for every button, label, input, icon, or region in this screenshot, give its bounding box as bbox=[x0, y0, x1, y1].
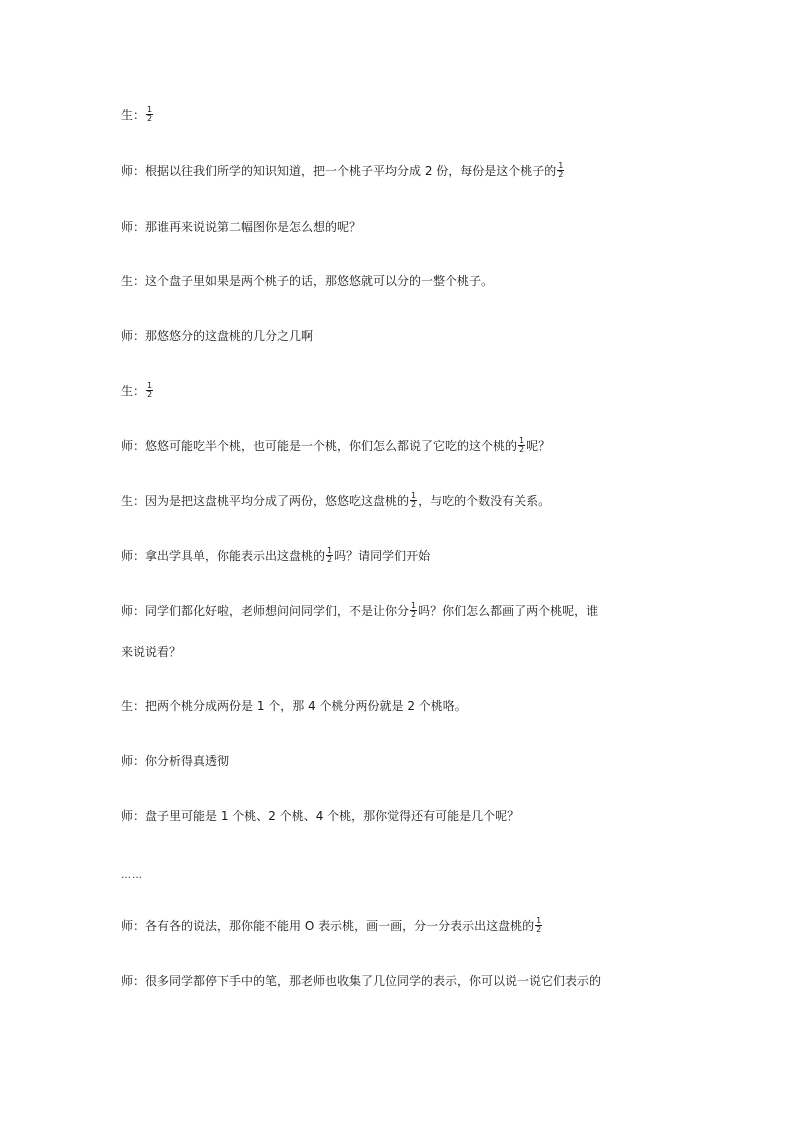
dialogue-text: 吗？你们怎么都画了两个桃呢，谁 bbox=[418, 604, 599, 618]
dialogue-text: 拿出学具单，你能表示出这盘桃的 bbox=[145, 549, 326, 563]
dialogue-text: 根据以往我们所学的知识知道，把一个桃子平均分成 2 份，每份是这个桃子的 bbox=[145, 164, 557, 178]
fraction-one-half: $\frac{1}{2}$ bbox=[411, 601, 417, 619]
dialogue-line bbox=[121, 219, 681, 235]
dialogue-line bbox=[121, 163, 681, 180]
fraction-one-half: $\frac{1}{2}$ bbox=[536, 916, 542, 934]
dialogue-text: 盘子里可能是 1 个桃、2 个桃、4 个桃，那你觉得还有可能是几个呢？ bbox=[145, 809, 520, 823]
dialogue-line bbox=[121, 603, 681, 620]
dialogue-line bbox=[121, 973, 681, 989]
dialogue-text: 那谁再来说说第二幅图你是怎么想的呢？ bbox=[145, 220, 362, 234]
speaker-label: 生： bbox=[121, 108, 146, 122]
dialogue-text: 那悠悠分的这盘桃的几分之几啊 bbox=[145, 329, 314, 343]
dialogue-line bbox=[121, 548, 681, 565]
dialogue-text: 呢？ bbox=[526, 439, 551, 453]
fraction-one-half: $\frac{1}{2}$ bbox=[519, 436, 525, 454]
dialogue-line bbox=[121, 107, 681, 124]
dialogue-line bbox=[121, 808, 681, 824]
fraction-one-half: $\frac{1}{2}$ bbox=[558, 161, 564, 179]
dialogue-line bbox=[121, 383, 681, 400]
speaker-label: 师： bbox=[121, 604, 146, 618]
speaker-label: 师： bbox=[121, 329, 146, 343]
speaker-label: 师： bbox=[121, 549, 146, 563]
fraction-one-half: $\frac{1}{2}$ bbox=[327, 546, 333, 564]
dialogue-text: 各有各的说法，那你能不能用 O 表示桃，画一画，分一分表示出这盘桃的 bbox=[145, 919, 535, 933]
speaker-label: 师： bbox=[121, 919, 146, 933]
dialogue-line bbox=[121, 438, 681, 455]
ellipsis: …… bbox=[121, 870, 143, 881]
dialogue-line bbox=[121, 273, 681, 289]
fraction-one-half: $\frac{1}{2}$ bbox=[411, 491, 417, 509]
dialogue-line bbox=[121, 753, 681, 769]
ellipsis-line bbox=[121, 866, 681, 884]
speaker-label: 生： bbox=[121, 274, 146, 288]
dialogue-line bbox=[121, 698, 681, 714]
dialogue-line bbox=[121, 328, 681, 344]
dialogue-text: 来说说看？ bbox=[121, 645, 182, 659]
dialogue-text: 很多同学都停下手中的笔，那老师也收集了几位同学的表示，你可以说一说它们表示的 bbox=[145, 974, 602, 988]
speaker-label: 生： bbox=[121, 384, 146, 398]
dialogue-text: 你分析得真透彻 bbox=[145, 754, 230, 768]
dialogue-text: 这个盘子里如果是两个桃子的话，那悠悠就可以分的一整个桃子。 bbox=[145, 274, 494, 288]
dialogue-text: 把两个桃分成两份是 1 个，那 4 个桃分两份就是 2 个桃咯。 bbox=[145, 699, 467, 713]
speaker-label: 师： bbox=[121, 164, 146, 178]
dialogue-line-continuation bbox=[121, 644, 681, 660]
dialogue-text: ，与吃的个数没有关系。 bbox=[418, 494, 551, 508]
fraction-one-half: $\frac{1}{2}$ bbox=[147, 105, 153, 123]
dialogue-line bbox=[121, 493, 681, 510]
dialogue-text: 因为是把这盘桃平均分成了两份，悠悠吃这盘桃的 bbox=[145, 494, 410, 508]
speaker-label: 师： bbox=[121, 220, 146, 234]
speaker-label: 师： bbox=[121, 974, 146, 988]
dialogue-text: 同学们都化好啦，老师想问问同学们，不是让你分 bbox=[145, 604, 410, 618]
dialogue-text: 吗？请同学们开始 bbox=[334, 549, 431, 563]
speaker-label: 师： bbox=[121, 439, 146, 453]
dialogue-text: 悠悠可能吃半个桃，也可能是一个桃，你们怎么都说了它吃的这个桃的 bbox=[145, 439, 518, 453]
speaker-label: 生： bbox=[121, 494, 146, 508]
dialogue-line bbox=[121, 918, 681, 935]
speaker-label: 师： bbox=[121, 809, 146, 823]
speaker-label: 生： bbox=[121, 699, 146, 713]
speaker-label: 师： bbox=[121, 754, 146, 768]
fraction-one-half: $\frac{1}{2}$ bbox=[147, 381, 153, 399]
